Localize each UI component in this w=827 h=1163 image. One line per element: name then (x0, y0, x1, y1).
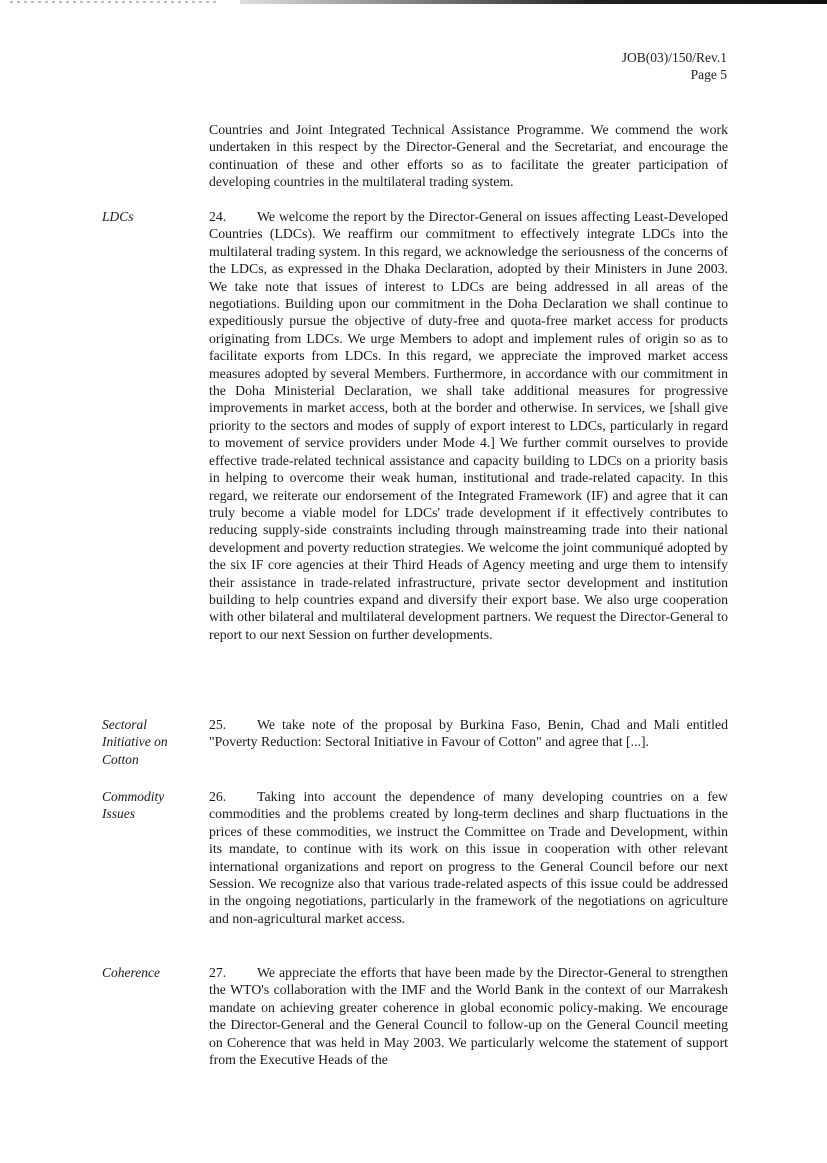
scan-top-rule (240, 0, 827, 4)
document-reference: JOB(03)/150/Rev.1 (621, 50, 727, 65)
margin-label-commodity-issues: Commodity Issues (102, 789, 165, 822)
page-number: Page 5 (690, 67, 727, 82)
page-header (622, 49, 727, 83)
margin-label-cotton: Sectoral Initiative on Cotton (102, 717, 168, 767)
paragraph-text: 26. Taking into account the dependence of many developing countries on a few commodities and the problems created by long-term declines and sharp fluctuations in the prices of these commodities, we instruct the Committee on Trade and Development, within its mandate, to continue with its work on this issue in cooperation with other relevant international organizations and report on progress to the General Council before our next Session. We recognize also that various trade-related aspects of this issue could be addressed in the ongoing negotiations, particularly in the framework of the negotiations on agriculture and non-agricultural market access. (209, 789, 728, 926)
paragraph-text: 24. We welcome the report by the Director-General on issues affecting Least-Developed Countries (LDCs). We reaffirm our commitment to effectively integrate LDCs into the multilateral trading system. In this regard, we acknowledge the seriousness of the concerns of the LDCs, as expressed in the Dhaka Declaration, adopted by their Ministers in June 2003. We take note that issues of interest to LDCs are being addressed in all areas of the negotiations. Building upon our commitment in the Doha Declaration we shall continue to expeditiously pursue the objective of duty-free and quota-free market access for products originating from LDCs. We urge Members to adopt and implement rules of origin so as to facilitate exports from LDCs. In this regard, we appreciate the improved market access measures adopted by several Members. Furthermore, in accordance with our commitment in the Doha Ministerial Declaration, we shall take additional measures for progressive improvements in market access, both at the border and otherwise. In services, we [shall give priority to the sectors and modes of supply of export interest to LDCs, particularly in regard to movement of service providers under Mode 4.] We further commit ourselves to provide effective trade-related technical assistance and capacity building to LDCs on a priority basis in helping to overcome their weak human, institutional and trade-related capacity. In this regard, we reiterate our endorsement of the Integrated Framework (IF) and agree that it can truly become a viable model for LDCs' trade development if it effectively contributes to reducing supply-side constraints including through mainstreaming trade into their national development and poverty reduction strategies. We welcome the joint communiqué adopted by the six IF core agencies at their Third Heads of Agency meeting and urge them to intensify their assistance in trade-related infrastructure, private sector development and institution building to help countries expand and diversify their export base. We also urge cooperation with other bilateral and multilateral development partners. We request the Director-General to report to our next Session on further developments. (209, 209, 728, 642)
paragraph-number: 24. (209, 209, 227, 224)
paragraph-number: 27. (209, 965, 227, 980)
paragraph-number: 26. (209, 789, 227, 804)
paragraph-text: Countries and Joint Integrated Technical Assistance Programme. We commend the work undertaken in this respect by the Director-General and the Secretariat, and encourage the continuation of these and other efforts so as to facilitate the greater participation of developing countries in the multilateral trading system. (209, 122, 728, 190)
scan-edge-mark (10, 1, 220, 3)
paragraph-text: 25. We take note of the proposal by Burkina Faso, Benin, Chad and Mali entitled "Poverty Reduction: Sectoral Initiative in Favour of Cotton" and agree that [...]. (209, 717, 728, 750)
paragraph-text: 27. We appreciate the efforts that have been made by the Director-General to strengthen the WTO's collaboration with the IMF and the World Bank in the context of our Marrakesh mandate on achieving greater coherence in global economic policy-making. We encourage the Director-General and the General Council to follow-up on the General Council meeting on Coherence that was held in May 2003. We particularly welcome the statement of support from the Executive Heads of the (209, 965, 728, 1068)
margin-label-ldcs: LDCs (102, 209, 134, 224)
margin-label-coherence: Coherence (102, 965, 160, 980)
paragraph-number: 25. (209, 717, 227, 732)
